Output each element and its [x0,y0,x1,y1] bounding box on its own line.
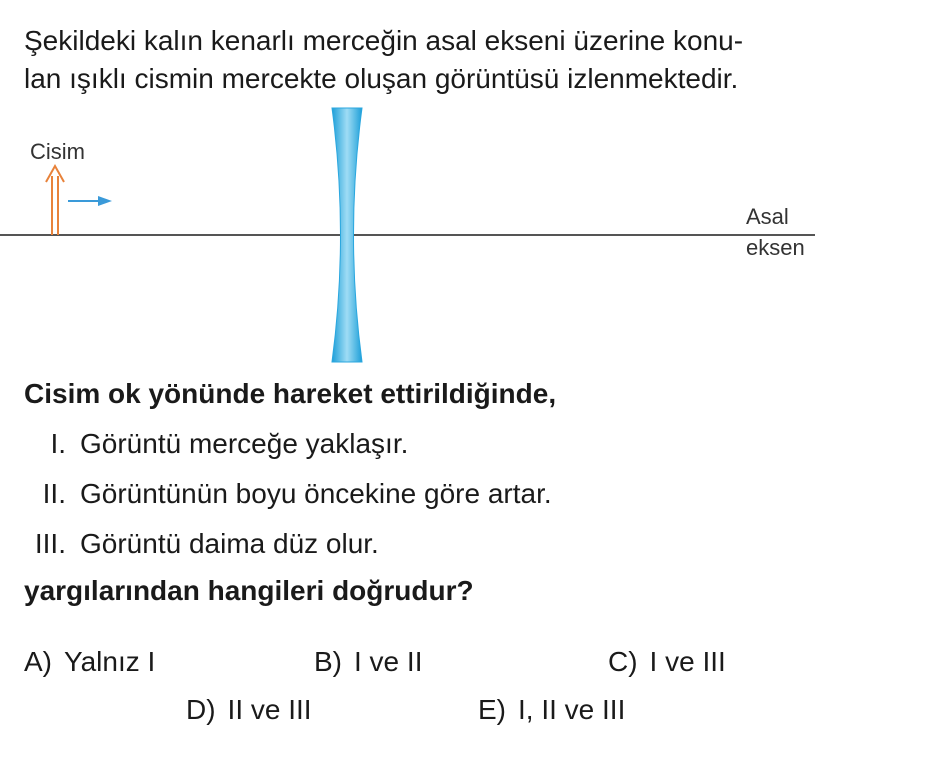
axis-label-top: Asal [746,204,789,229]
question-stem [24,22,904,98]
statement-number: II. [42,478,66,509]
option-text: Yalnız I [64,646,156,677]
option-d[interactable] [186,694,312,726]
option-text: I ve II [354,646,423,677]
option-text: I, II ve III [518,694,626,725]
statement-number: I. [50,428,66,459]
stem-line-2: lan ışıklı cismin mercekte oluşan görüntüsü izlenmektedir. [24,63,739,94]
option-letter: B) [314,646,342,677]
statement-text: Görüntü daima düz olur. [80,528,379,559]
option-text: II ve III [227,694,312,725]
motion-arrow [68,196,112,206]
question-intro: Cisim ok yönünde hareket ettirildiğinde, [24,378,557,409]
question-ask: yargılarından hangileri doğrudur? [24,575,474,606]
option-letter: A) [24,646,52,677]
option-b[interactable] [314,646,422,678]
option-c[interactable] [608,646,726,678]
statement-text: Görüntü merceğe yaklaşır. [80,428,409,459]
object-label: Cisim [30,139,85,164]
option-text: I ve III [649,646,726,677]
statement-number: III. [34,528,66,559]
statement-2 [10,478,552,510]
option-letter: D) [186,694,216,725]
axis-label-bottom: eksen [746,235,805,260]
stem-line-1: Şekildeki kalın kenarlı merceğin asal ekseni üzerine konu- [24,25,744,56]
option-letter: C) [608,646,638,677]
statement-1 [10,428,408,460]
option-letter: E) [478,694,506,725]
option-a[interactable] [24,646,155,678]
option-e[interactable] [478,694,625,726]
statement-text: Görüntünün boyu öncekine göre artar. [80,478,552,509]
statement-3 [10,528,379,560]
object-arrow [46,166,64,235]
lens-diagram [0,100,928,370]
